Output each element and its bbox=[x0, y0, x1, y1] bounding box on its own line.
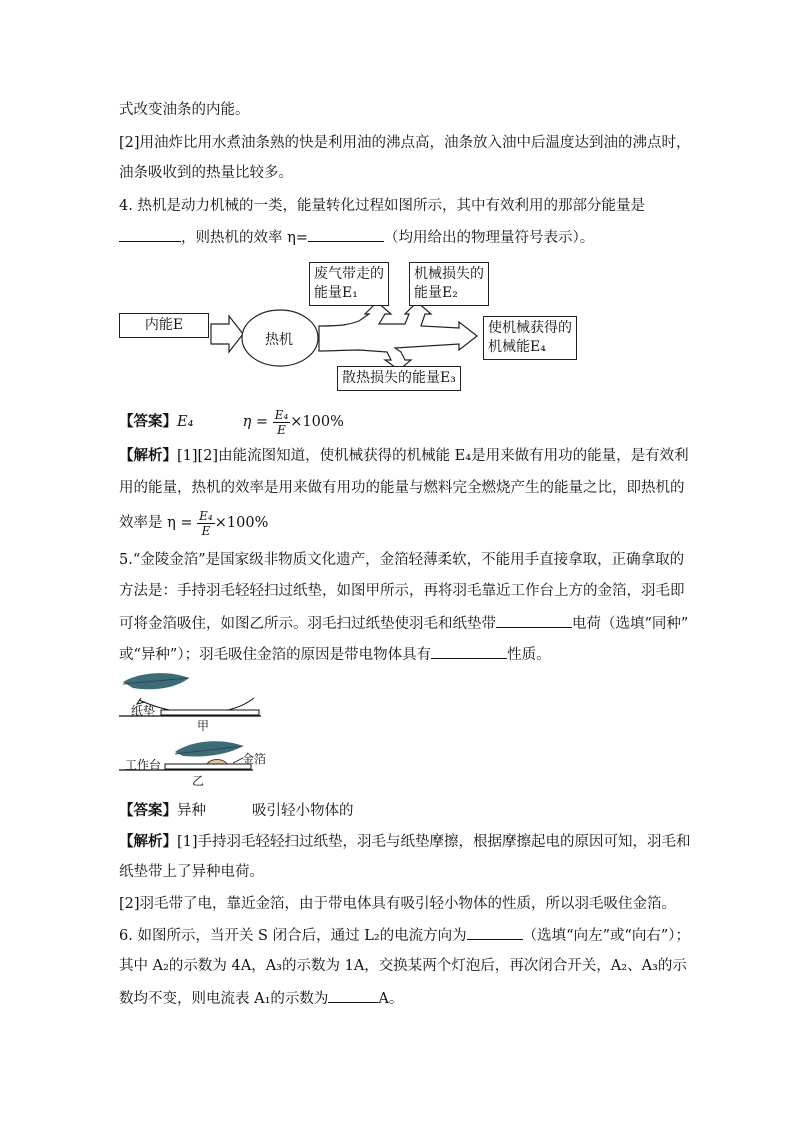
figure-b-label: 乙 bbox=[192, 774, 205, 788]
foil-label: 金箔 bbox=[242, 752, 267, 766]
text-line: 方法是：手持羽毛轻轻扫过纸垫，如图甲所示，再将羽毛靠近工作台上方的金箔，羽毛即 bbox=[119, 583, 685, 599]
answer-blank bbox=[467, 925, 523, 940]
feather-figure-a bbox=[119, 668, 269, 733]
text-line: [2]用油炸比用水煮油条熟的快是利用油的沸点高，油条放入油中后温度达到油的沸点时， bbox=[119, 135, 691, 151]
question-5-text: 5.“金陵金箔”是国家级非物质文化遗产，金箔轻薄柔软，不能用手直接拿取，正确拿取的 bbox=[119, 552, 685, 568]
answer-blank bbox=[119, 227, 181, 242]
text-line: 用的能量，热机的效率是用来做有用功的能量与燃料完全燃烧产生的能量之比，即热机的 bbox=[119, 480, 685, 496]
pad-label: 纸垫 bbox=[131, 704, 156, 718]
question-4-text: 4. 热机是动力机械的一类，能量转化过程如图所示，其中有效利用的那部分能量是 bbox=[119, 198, 645, 214]
table-label: 工作台 bbox=[125, 758, 162, 772]
answer-4: 【答案】E₄ η = $\frac{\text{E₄}}{E}$ ×100% bbox=[119, 407, 344, 437]
question-4-blanks: ，则热机的效率 η= （均用给出的物理量符号表示）。 bbox=[119, 227, 594, 248]
question-5-blank-2: 或“异种”）；羽毛吸住金箔的原因是带电物体具有 性质。 bbox=[119, 644, 551, 665]
explanation-4: 【解析】[1][2]由能流图知道，使机械获得的机械能 E₄是用来做有用功的能量，是有效利 bbox=[119, 447, 689, 464]
feather-icon bbox=[119, 668, 269, 730]
explanation-5: 【解析】[1]手持羽毛轻轻扫过纸垫，羽毛与纸垫摩擦，根据摩擦起电的原因可知，羽毛和 bbox=[119, 833, 691, 850]
answer-blank bbox=[496, 613, 572, 628]
efficiency-fraction: $\frac{\text{E₄}}{E}$ bbox=[274, 407, 289, 437]
answer-blank bbox=[431, 644, 507, 659]
efficiency-fraction: $\frac{\text{E₄}}{E}$ bbox=[199, 508, 213, 538]
question-6-blank: 数均不变，则电流表 A₁的示数为 A。 bbox=[119, 988, 403, 1009]
text-line: 式改变油条的内能。 bbox=[119, 102, 250, 118]
answer-blank bbox=[308, 227, 384, 242]
feather-figure-b bbox=[119, 734, 279, 794]
question-6-text: 6. 如图所示，当开关 S 闭合后，通过 L₂的电流方向为 （选填“向左”或“向右”）； bbox=[119, 925, 690, 946]
text-line: 纸垫带上了异种电荷。 bbox=[119, 864, 264, 880]
answer-5: 【答案】异种 吸引轻小物体的 bbox=[119, 802, 354, 819]
inner-energy-box: 内能E bbox=[119, 313, 209, 338]
text-line: [2]羽毛带了电，靠近金箔，由于带电体具有吸引轻小物体的性质，所以羽毛吸住金箔。 bbox=[119, 896, 677, 912]
exhaust-energy-box: 废气带走的 能量E₁ bbox=[309, 262, 389, 306]
answer-blank bbox=[328, 988, 378, 1003]
engine-label: 热机 bbox=[265, 332, 293, 348]
explanation-4-formula: 效率是 η = $\frac{\text{E₄}}{E}$ ×100% bbox=[119, 508, 269, 538]
mechanical-loss-box: 机械损失的 能量E₂ bbox=[409, 262, 489, 306]
text-line: 其中 A₂的示数为 4A，A₃的示数为 1A，交换某两个灯泡后，再次闭合开关，A₂、A₃的示 bbox=[119, 958, 687, 974]
heat-loss-box: 散热损失的能量E₃ bbox=[337, 366, 461, 391]
energy-flow-diagram bbox=[119, 256, 599, 391]
figure-a-label: 甲 bbox=[197, 719, 210, 733]
text-line: 油条吸收到的热量比较多。 bbox=[119, 165, 293, 181]
useful-energy-box: 使机械获得的 机械能E₄ bbox=[483, 316, 577, 360]
question-5-blank-1: 可将金箔吸住，如图乙所示。羽毛扫过纸垫使羽毛和纸垫带 电荷（选填“同种” bbox=[119, 613, 688, 634]
